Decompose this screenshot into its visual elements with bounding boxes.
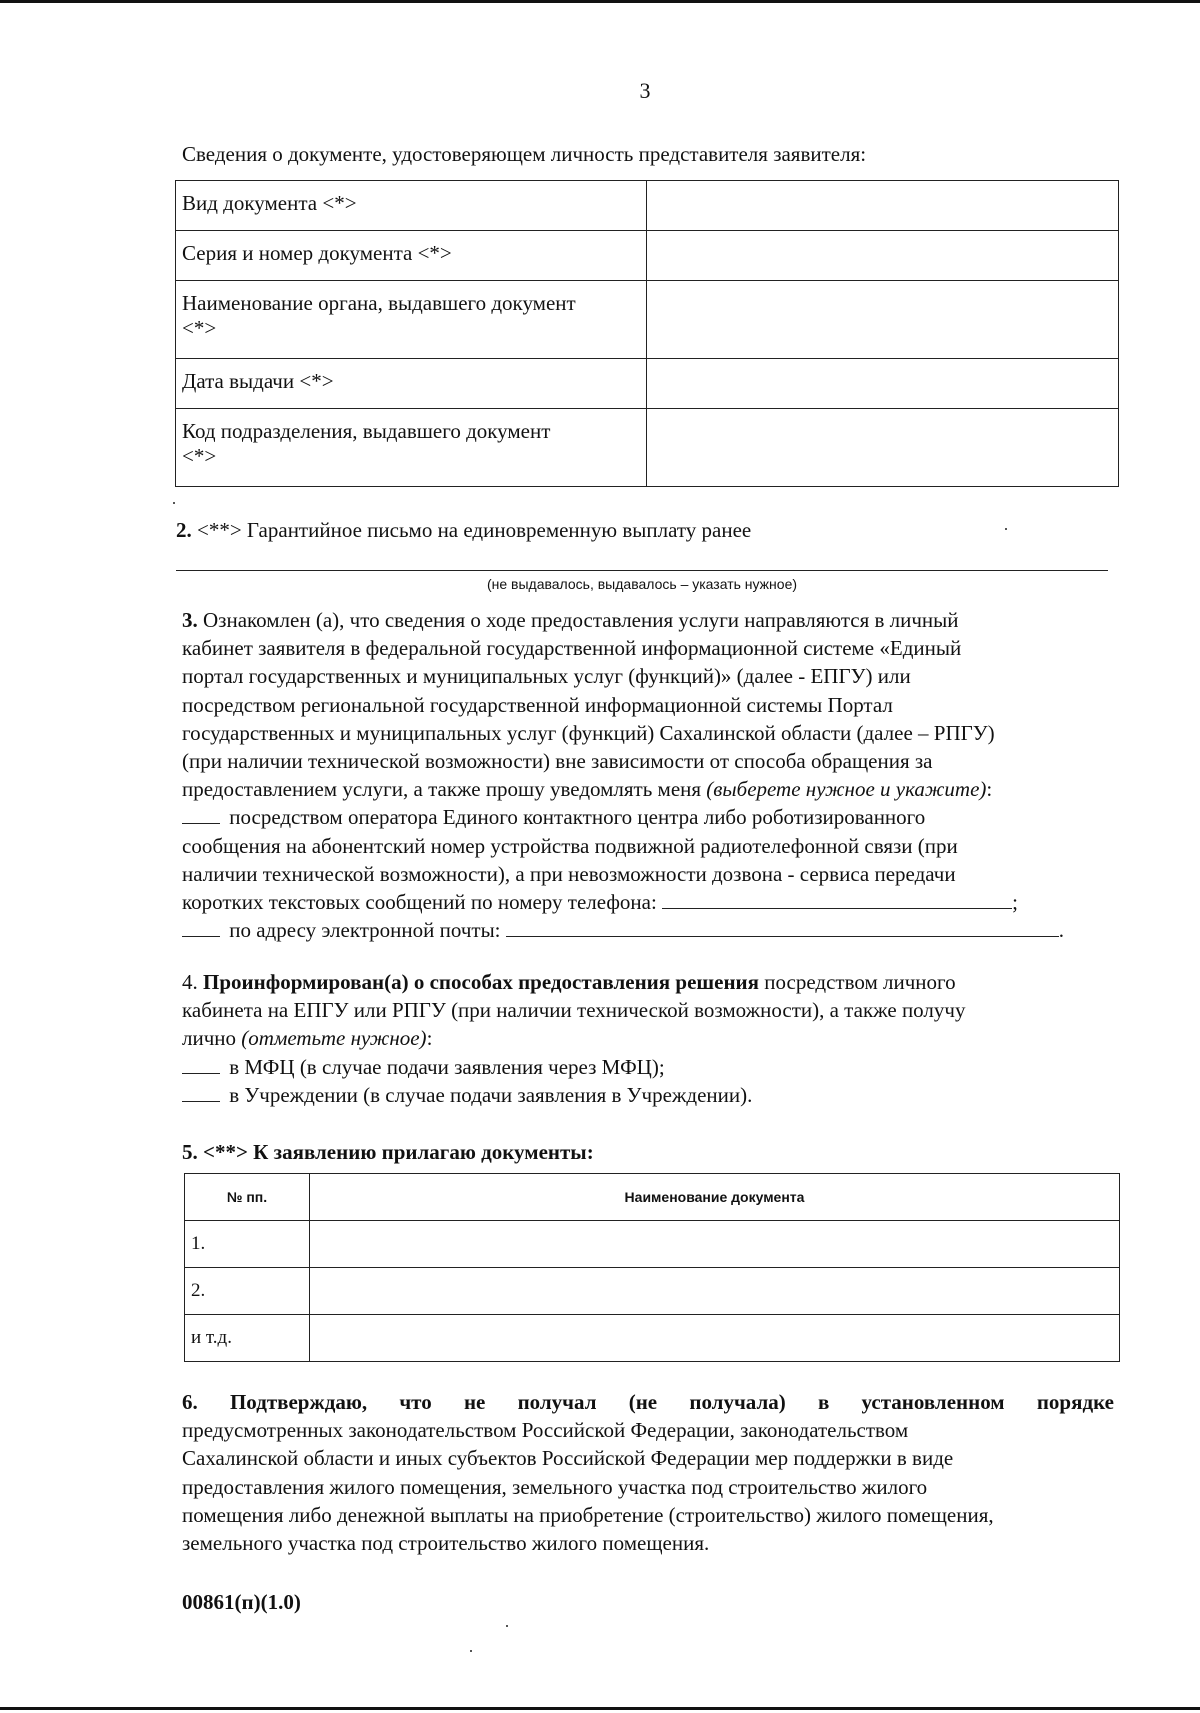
issue-date-label: Дата выдачи <*> [176, 359, 647, 409]
scan-top-border [0, 0, 1200, 3]
issue-date-value[interactable] [647, 359, 1119, 409]
scan-speck [173, 502, 175, 504]
row-number: и т.д. [185, 1315, 310, 1362]
section-3-line: портал государственных и муниципальных услуг (функций)» (далее - ЕПГУ) или [182, 664, 911, 689]
section-3-line: Ознакомлен (а), что сведения о ходе предоставления услуги направляются в личный [197, 608, 959, 632]
form-code: 00861(п)(1.0) [182, 1590, 301, 1614]
table-row [185, 1315, 1120, 1362]
phone-option-text: коротких текстовых сообщений по номеру телефона: [182, 890, 663, 915]
section-2-answer-line[interactable] [176, 570, 1108, 571]
section-6-line: Сахалинской области и иных субъектов Российской Федерации мер поддержки в виде [182, 1446, 954, 1471]
section-4 [182, 968, 1114, 1109]
document-name-cell[interactable] [310, 1221, 1120, 1268]
phone-option-checkbox[interactable] [182, 805, 220, 824]
section-4-number: 4. [182, 970, 198, 994]
phone-option-text: посредством оператора Единого контактного центра либо роботизированного [229, 805, 926, 830]
section-5-title: 5. <**> К заявлению прилагаю документы: [182, 1140, 594, 1164]
row-number: 1. [185, 1221, 310, 1268]
section-6 [182, 1388, 1114, 1557]
table-row [176, 409, 1119, 487]
table-row [176, 281, 1119, 359]
section-3-line: предоставлением услуги, а также прошу уведомлять меня [182, 777, 707, 802]
id-document-table [175, 180, 1119, 487]
division-code-value[interactable] [647, 409, 1119, 487]
issuing-authority-value[interactable] [647, 281, 1119, 359]
section-3-instruction: (выберете нужное и укажите) [706, 777, 987, 802]
section-4-text: посредством личного [759, 970, 956, 994]
section-2-number: 2. [176, 518, 192, 542]
section-3-number: 3. [182, 608, 198, 632]
table-row [185, 1221, 1120, 1268]
row-number: 2. [185, 1268, 310, 1315]
column-header-number: № пп. [185, 1174, 310, 1221]
section-6-line: предоставления жилого помещения, земельного участка под строительство жилого [182, 1474, 928, 1499]
section-3-line: государственных и муниципальных услуг (функций) Сахалинской области (далее – РПГУ) [182, 720, 995, 745]
doc-type-value[interactable] [647, 181, 1119, 231]
phone-option-semicolon: ; [1012, 890, 1018, 915]
mfc-option-checkbox[interactable] [182, 1055, 220, 1074]
table-row [185, 1268, 1120, 1315]
scan-speck [470, 1650, 472, 1652]
id-document-caption: Сведения о документе, удостоверяющем личность представителя заявителя: [182, 142, 867, 166]
section-3-line: (при наличии технической возможности) вне зависимости от способа обращения за [182, 749, 933, 774]
table-row [176, 231, 1119, 281]
section-6-line: предусмотренных законодательством Российской Федерации, законодательством [182, 1418, 909, 1443]
institution-option-text: в Учреждении (в случае подачи заявления в Учреждении). [229, 1082, 753, 1107]
document-name-cell[interactable] [310, 1268, 1120, 1315]
phone-number-field[interactable] [662, 890, 1012, 909]
attached-documents-table [184, 1173, 1120, 1362]
page-number: 3 [639, 78, 651, 103]
scan-bottom-border [0, 1707, 1200, 1710]
section-2 [176, 518, 751, 543]
document-name-cell[interactable] [310, 1315, 1120, 1362]
section-3 [182, 606, 1114, 944]
email-option-period: . [1058, 918, 1065, 943]
section-6-bold-text: 6. Подтверждаю, что не получал (не получала) в установленном порядке [182, 1390, 1114, 1414]
issuing-authority-label: Наименование органа, выдавшего документ <*> [176, 281, 647, 359]
section-4-bold-text: Проинформирован(а) о способах предоставления решения [197, 970, 760, 994]
section-6-line: земельного участка под строительство жилого помещения. [182, 1531, 710, 1556]
section-2-text: <**> Гарантийное письмо на единовременную выплату ранее [191, 518, 752, 542]
phone-option-text: сообщения на абонентский номер устройства подвижной радиотелефонной связи (при [182, 833, 958, 858]
section-3-colon: : [986, 777, 993, 802]
doc-type-label: Вид документа <*> [176, 181, 647, 231]
doc-series-number-value[interactable] [647, 231, 1119, 281]
section-4-colon: : [426, 1026, 433, 1051]
table-row [176, 359, 1119, 409]
table-row [176, 181, 1119, 231]
division-code-label: Код подразделения, выдавшего документ <*> [176, 409, 647, 487]
section-6-line: помещения либо денежной выплаты на приобретение (строительство) жилого помещения, [182, 1502, 994, 1527]
section-3-line: посредством региональной государственной информационной системы Портал [182, 692, 893, 717]
section-3-line: кабинет заявителя в федеральной государственной информационной системе «Единый [182, 636, 962, 661]
institution-option-checkbox[interactable] [182, 1083, 220, 1102]
email-option-text: по адресу электронной почты: [229, 918, 506, 943]
section-4-text: кабинета на ЕПГУ или РПГУ (при наличии технической возможности), а также получу [182, 998, 966, 1023]
email-field[interactable] [506, 918, 1059, 937]
table-header-row [185, 1174, 1120, 1221]
section-4-text: лично [182, 1026, 242, 1051]
scan-speck [506, 1625, 508, 1627]
mfc-option-text: в МФЦ (в случае подачи заявления через МФЦ); [229, 1054, 665, 1079]
doc-series-number-label: Серия и номер документа <*> [176, 231, 647, 281]
scan-speck [1005, 528, 1007, 530]
email-option-checkbox[interactable] [182, 918, 220, 937]
section-4-instruction: (отметьте нужное) [241, 1026, 427, 1051]
phone-option-text: наличии технической возможности), а при невозможности дозвона - сервиса передачи [182, 861, 956, 886]
column-header-document-name: Наименование документа [310, 1174, 1120, 1221]
section-2-hint: (не выдавалось, выдавалось – указать нужное) [486, 576, 798, 592]
